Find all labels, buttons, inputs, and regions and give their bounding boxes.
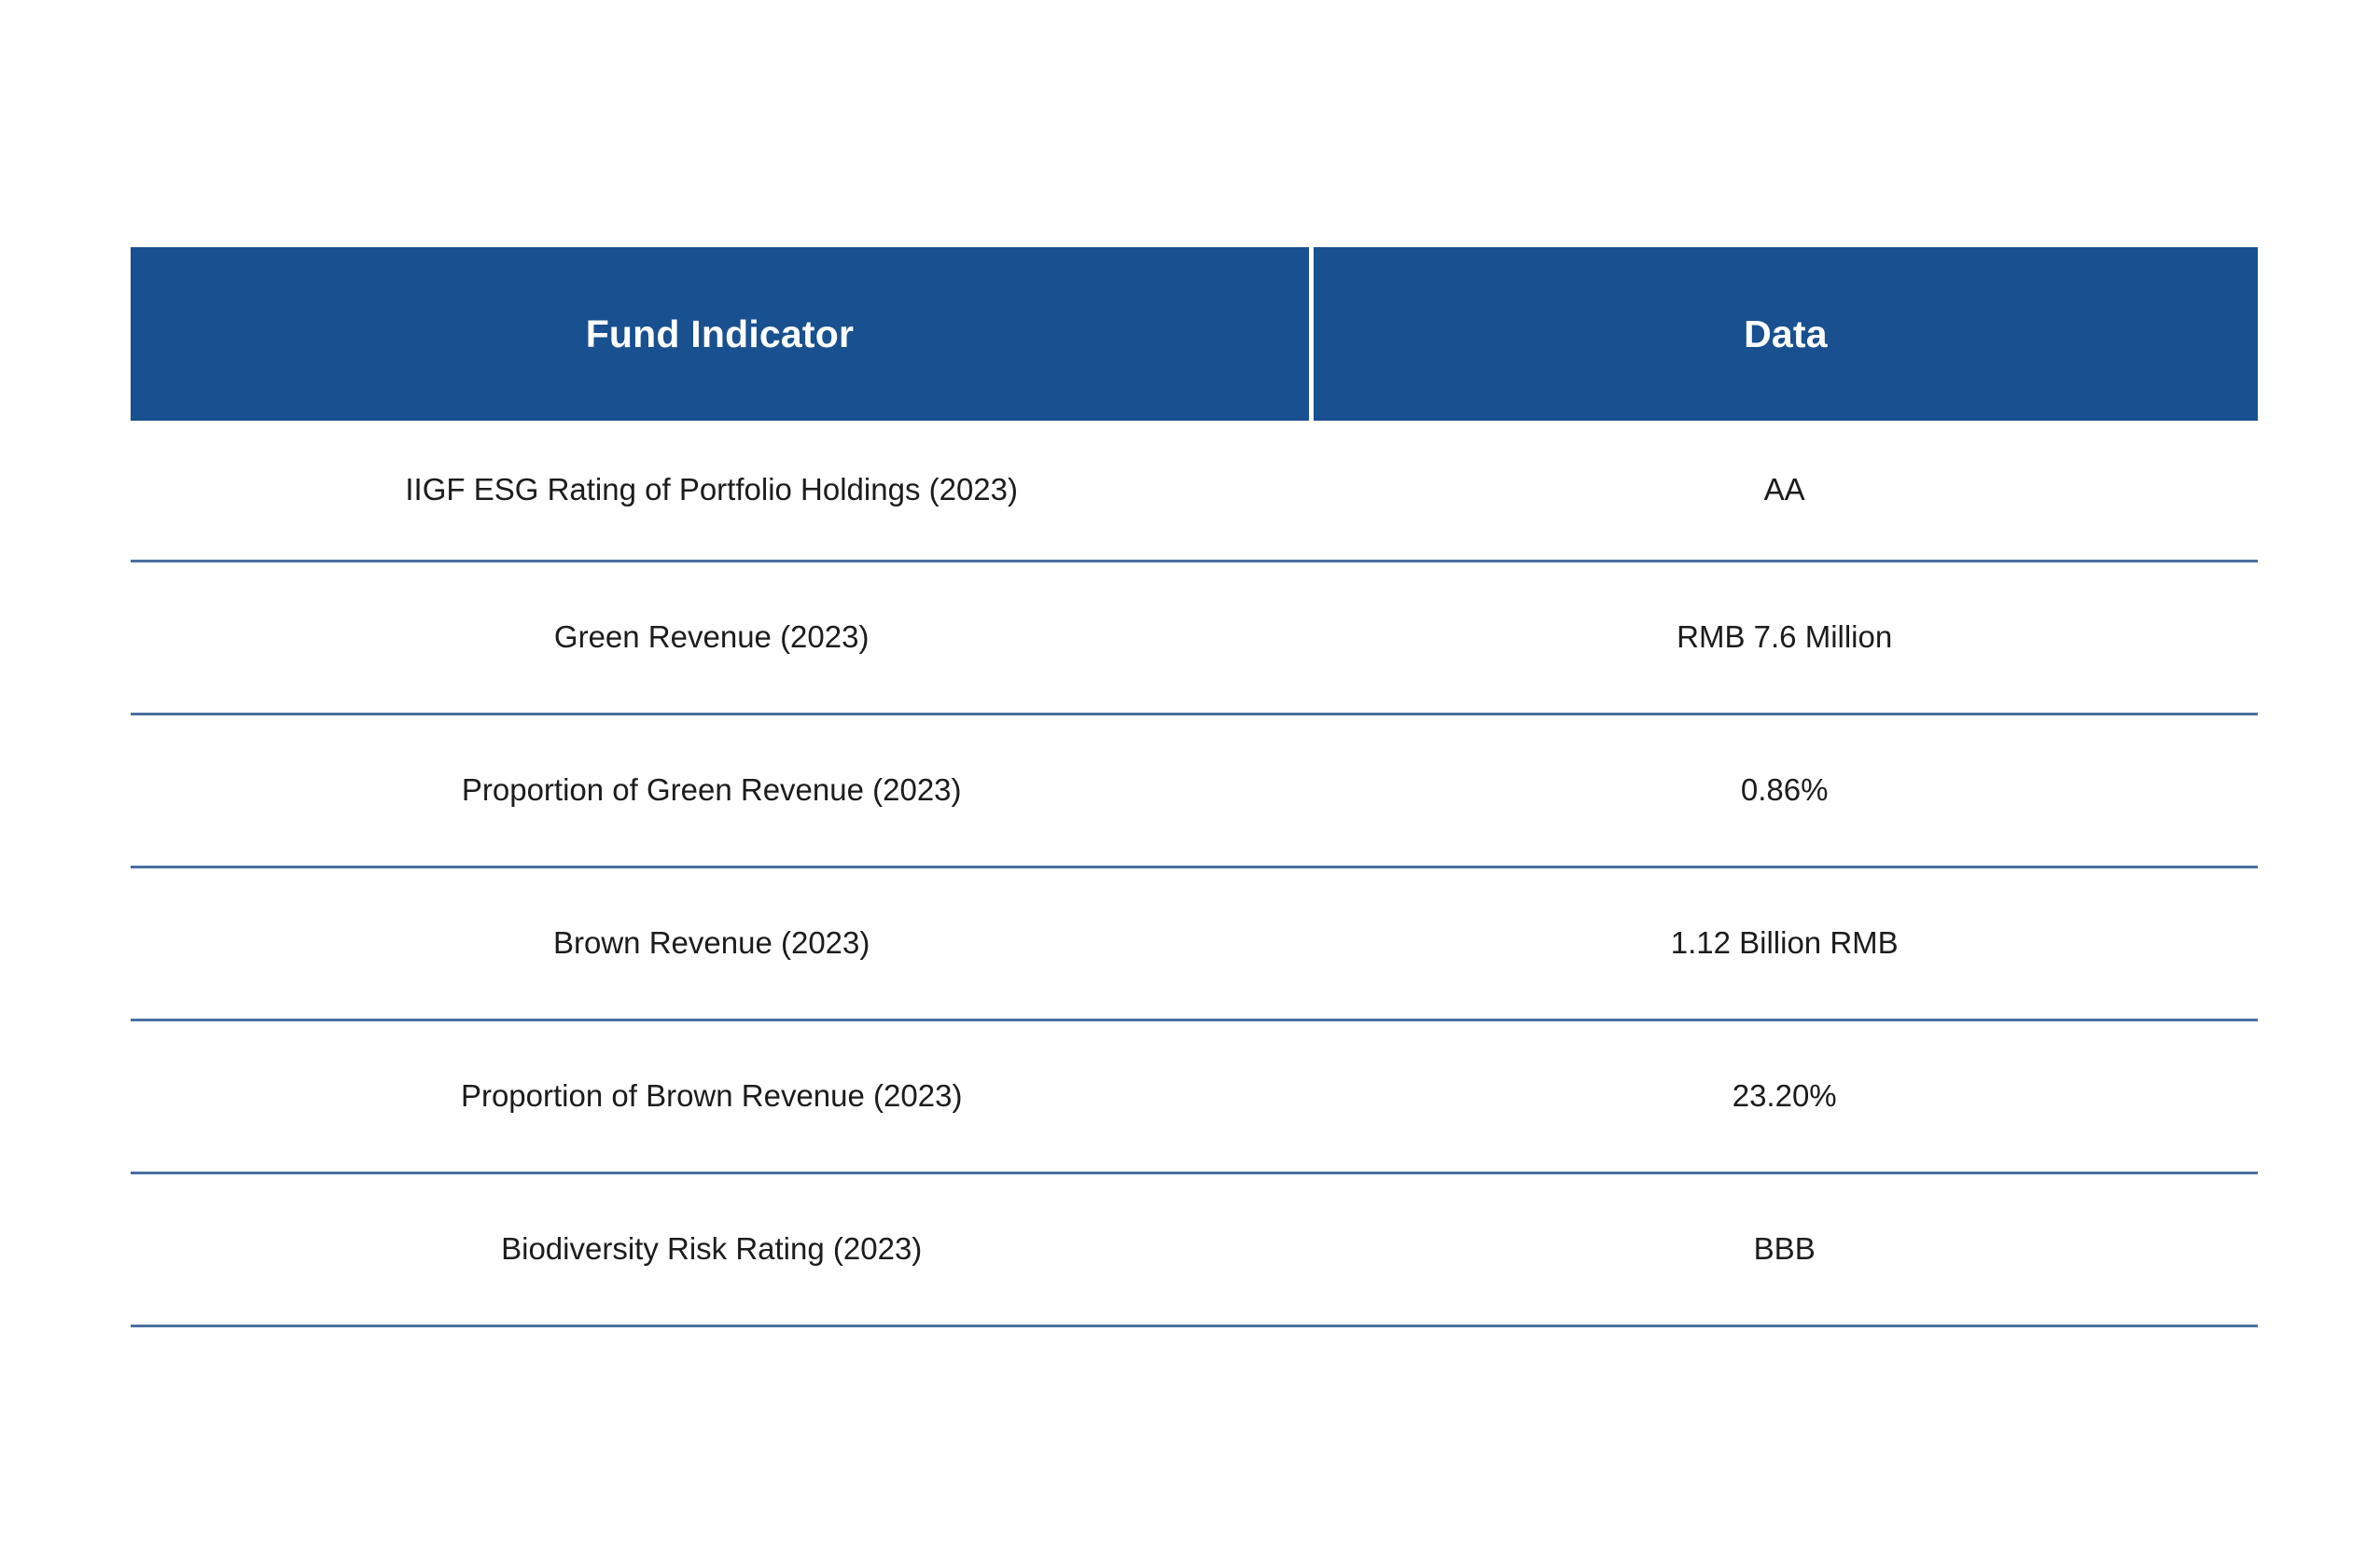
cell-indicator: Proportion of Green Revenue (2023) xyxy=(131,714,1311,867)
table-row xyxy=(131,714,2258,867)
fund-indicator-table xyxy=(131,247,2258,1327)
cell-indicator: Biodiversity Risk Rating (2023) xyxy=(131,1173,1311,1325)
cell-data: RMB 7.6 Million xyxy=(1311,561,2258,714)
table-header-row xyxy=(131,247,2258,421)
cell-indicator: Green Revenue (2023) xyxy=(131,561,1311,714)
cell-data: AA xyxy=(1311,421,2258,561)
column-header-data: Data xyxy=(1311,247,2258,421)
cell-indicator: IIGF ESG Rating of Portfolio Holdings (2023) xyxy=(131,421,1311,561)
table-header xyxy=(131,247,2258,421)
cell-indicator: Brown Revenue (2023) xyxy=(131,867,1311,1020)
cell-indicator: Proportion of Brown Revenue (2023) xyxy=(131,1020,1311,1173)
table-row xyxy=(131,421,2258,561)
cell-data: BBB xyxy=(1311,1173,2258,1325)
cell-data: 1.12 Billion RMB xyxy=(1311,867,2258,1020)
fund-indicator-table-container xyxy=(131,247,2258,1327)
table-row xyxy=(131,867,2258,1020)
cell-data: 0.86% xyxy=(1311,714,2258,867)
table-row xyxy=(131,1173,2258,1325)
table-row xyxy=(131,561,2258,714)
table-body xyxy=(131,421,2258,1325)
table-row xyxy=(131,1020,2258,1173)
column-header-fund-indicator: Fund Indicator xyxy=(131,247,1311,421)
cell-data: 23.20% xyxy=(1311,1020,2258,1173)
